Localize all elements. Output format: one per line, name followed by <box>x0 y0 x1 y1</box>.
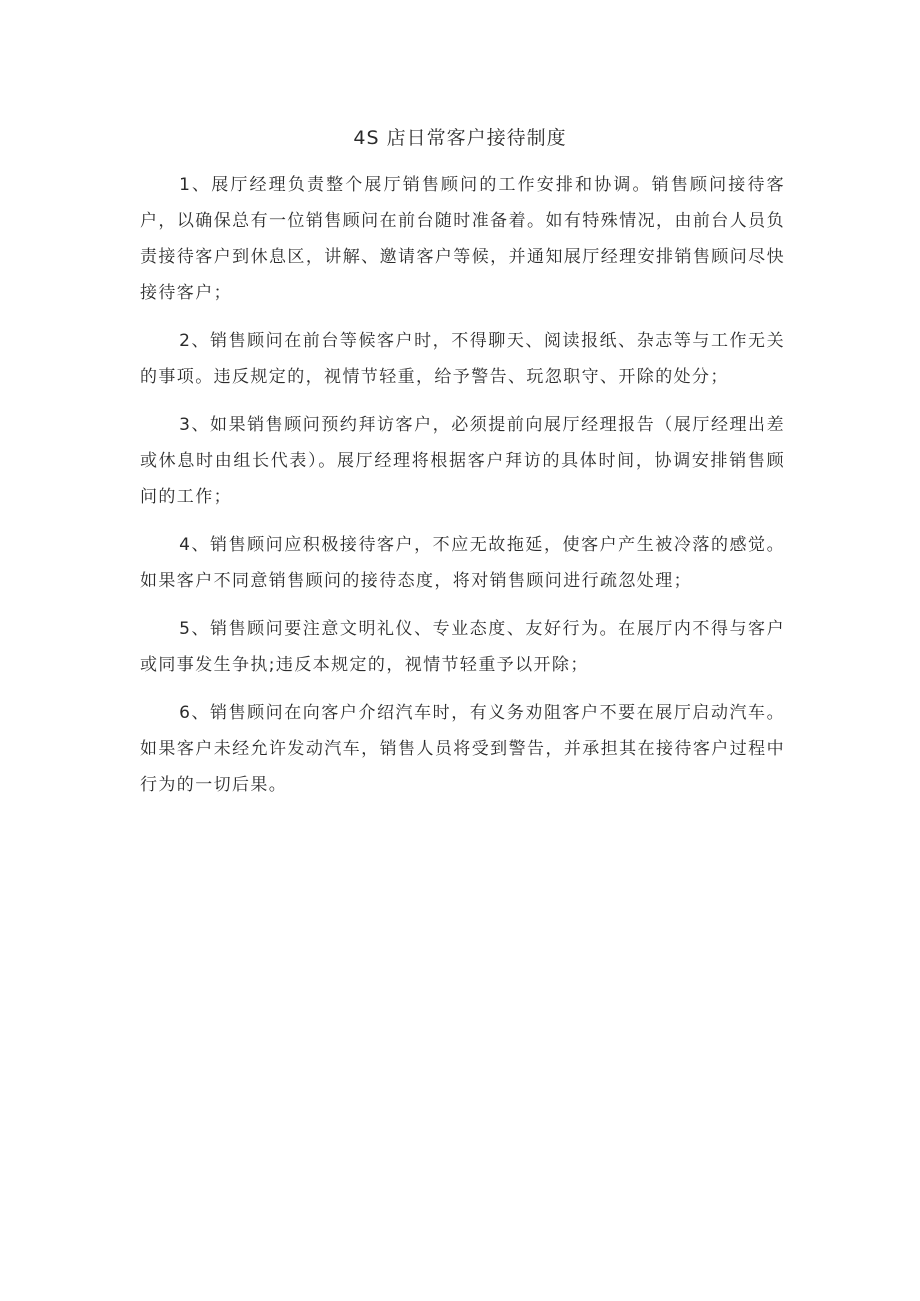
paragraph-6: 6、销售顾问在向客户介绍汽车时，有义务劝阻客户不要在展厅启动汽车。如果客户未经允许发动汽车，销售人员将受到警告，并承担其在接待客户过程中行为的一切后果。 <box>140 703 785 795</box>
document-body <box>140 167 785 803</box>
paragraph-5: 5、销售顾问要注意文明礼仪、专业态度、友好行为。在展厅内不得与客户或同事发生争执;违反本规定的，视情节轻重予以开除； <box>140 619 785 675</box>
paragraph-4: 4、销售顾问应积极接待客户，不应无故拖延，使客户产生被冷落的感觉。如果客户不同意销售顾问的接待态度，将对销售顾问进行疏忽处理； <box>140 535 785 591</box>
paragraph-2: 2、销售顾问在前台等候客户时，不得聊天、阅读报纸、杂志等与工作无关的事项。违反规定的，视情节轻重，给予警告、玩忽职守、开除的处分； <box>140 331 785 387</box>
document-title: 4S 店日常客户接待制度 <box>353 127 567 149</box>
paragraph-3: 3、如果销售顾问预约拜访客户，必须提前向展厅经理报告（展厅经理出差或休息时由组长代表）。展厅经理将根据客户拜访的具体时间，协调安排销售顾问的工作； <box>140 415 785 507</box>
paragraph-1: 1、展厅经理负责整个展厅销售顾问的工作安排和协调。销售顾问接待客户，以确保总有一位销售顾问在前台随时准备着。如有特殊情况，由前台人员负责接待客户到休息区，讲解、邀请客户等候，并通知展厅经理安排销售顾问尽快接待客户； <box>140 175 785 303</box>
